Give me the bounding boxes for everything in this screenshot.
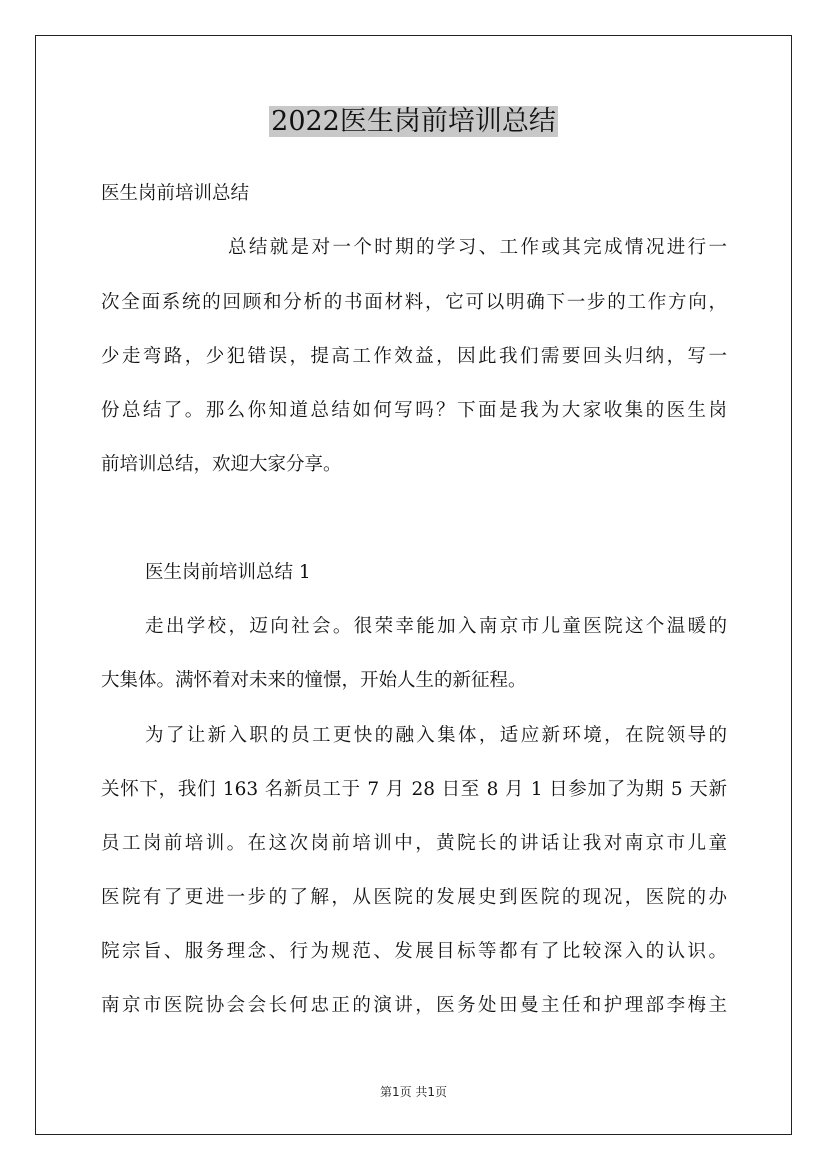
- page-footer: 第1页 共1页: [379, 1085, 448, 1099]
- intro-line: 前培训总结，欢迎大家分享。: [101, 454, 342, 475]
- document-title-text: 2022医生岗前培训总结: [271, 106, 556, 137]
- body-line: 大集体。满怀着对未来的憧憬，开始人生的新征程。: [101, 670, 527, 691]
- intro-line: 份总结了。那么你知道总结如何写吗？下面是我为大家收集的医生岗: [101, 400, 727, 421]
- intro-line: 总结就是对一个时期的学习、工作或其完成情况进行一: [228, 237, 727, 258]
- body-line: 为了让新入职的员工更快的融入集体，适应新环境，在院领导的: [145, 725, 727, 746]
- body-line: 院宗旨、服务理念、行为规范、发展目标等都有了比较深入的认识。: [101, 941, 727, 962]
- body-line: 走出学校，迈向社会。很荣幸能加入南京市儿童医院这个温暖的: [145, 616, 727, 637]
- section-heading: 医生岗前培训总结 1: [145, 562, 311, 583]
- body-line: 南京市医院协会会长何忠正的演讲，医务处田曼主任和护理部李梅主: [101, 995, 727, 1016]
- intro-line: 少走弯路，少犯错误，提高工作效益，因此我们需要回头归纳，写一: [101, 346, 727, 367]
- document-subtitle: 医生岗前培训总结: [101, 183, 250, 204]
- body-line: 医院有了更进一步的了解，从医院的发展史到医院的现况，医院的办: [101, 887, 727, 908]
- body-line: 员工岗前培训。在这次岗前培训中，黄院长的讲话让我对南京市儿童: [101, 833, 727, 854]
- body-line: 关怀下，我们 163 名新员工于 7 月 28 日至 8 月 1 日参加了为期 5 天新: [101, 779, 727, 800]
- document-title: [0, 100, 827, 144]
- intro-line: 次全面系统的回顾和分析的书面材料，它可以明确下一步的工作方向，: [101, 292, 727, 313]
